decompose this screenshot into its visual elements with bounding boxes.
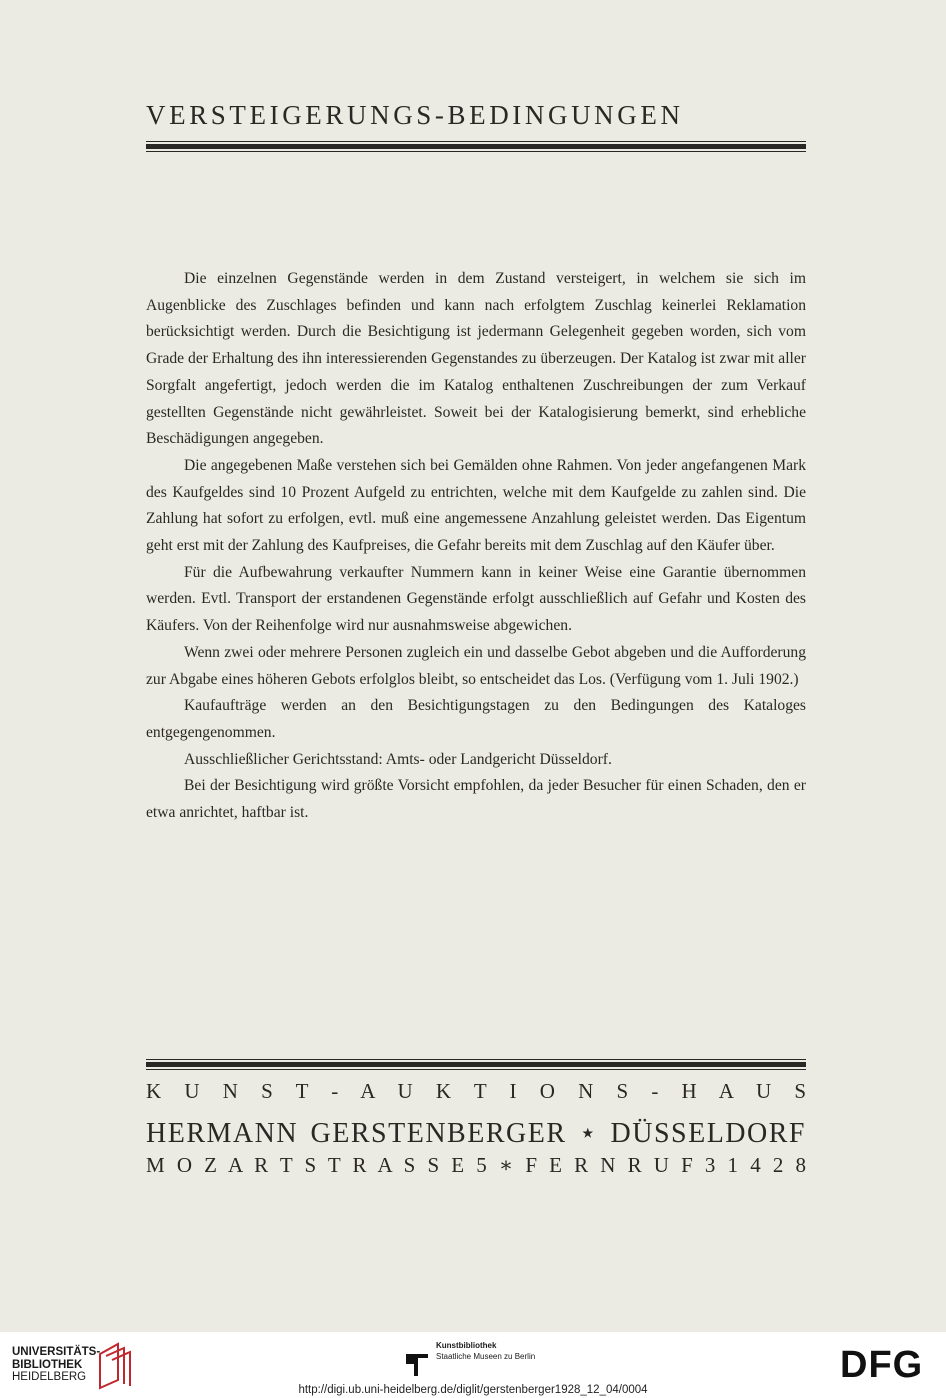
dfg-logo[interactable]: DFG: [840, 1344, 924, 1386]
auction-house-label: K U N S T - A U K T I O N S - H A U S: [146, 1079, 806, 1103]
footer-rule: [146, 1059, 806, 1072]
paragraph-3: Für die Aufbewahrung verkaufter Nummern kann in keiner Weise eine Garantie übernommen werden. Evtl. Transport der erstandenen Gegenstände erfolgt ausschließlich auf Gefahr und Kosten des Käufers. Von der Reihenfolge wird nur ausnahmsweise abgewichen.: [146, 563, 806, 635]
paragraph-2: Die angegebenen Maße verstehen sich bei Gemälden ohne Rahmen. Von jeder angefangenen Mark des Kaufgeldes sind 10 Prozent Aufgeld zu entrichten, welche mit dem Kaufgelde zu zahlen sind. Die Zahlung hat sofort zu erfolgen, evtl. muß eine angemessene Anzahlung geleistet werden. Das Eigentum geht erst mit der Zahlung des Kaufpreises, die Gefahr bereits mit dem Zuschlag auf den Käufer über.: [146, 456, 806, 555]
auction-house-address: M O Z A R T S T R A S S E 5 ∗ F E R N R U F 3 1 4 2 8: [146, 1153, 806, 1177]
paragraph-7: Bei der Besichtigung wird größte Vorsicht empfohlen, da jeder Besucher für einen Schaden, den er etwa anrichtet, haftbar ist.: [146, 777, 806, 822]
paragraph-5: Kaufaufträge werden an den Besichtigungstagen zu den Bedingungen des Kataloges entgegengenommen.: [146, 697, 806, 741]
university-library-logo[interactable]: UNIVERSITÄTS- BIBLIOTHEK HEIDELBERG: [12, 1346, 101, 1383]
title-rule: [146, 141, 806, 154]
viewer-footer-bar: [0, 1332, 946, 1398]
kunstbibliothek-logo-icon: [404, 1344, 430, 1378]
kunstbibliothek-label[interactable]: Kunstbibliothek Staatliche Museen zu Berlin: [436, 1341, 536, 1361]
ub-logo-mark-icon: [96, 1340, 134, 1390]
page-title: VERSTEIGERUNGS-BEDINGUNGEN: [146, 100, 684, 130]
paragraph-6: Ausschließlicher Gerichtsstand: Amts- oder Landgericht Düsseldorf.: [184, 750, 612, 768]
conditions-text: [146, 266, 806, 827]
auction-house-name: HERMANN GERSTENBERGER ⋆ DÜSSELDORF: [146, 1118, 806, 1149]
paragraph-4: Wenn zwei oder mehrere Personen zugleich ein und dasselbe Gebot abgeben und die Aufforderung zur Abgabe eines höheren Gebots erfolglos bleibt, so entscheidet das Los. (Verfügung vom 1. Juli 1902.): [146, 643, 806, 688]
paragraph-1: Die einzelnen Gegenstände werden in dem Zustand versteigert, in welchem sie sich im Augenblicke des Zuschlages befinden und kann nach erfolgtem Zuschlag keinerlei Reklamation berücksichtigt werden. Durch die Besichtigung ist jedermann Gelegenheit gegeben worden, sich vom Grade der Erhaltung des ihn interessierenden Gegenstandes zu überzeugen. Der Katalog ist zwar mit aller Sorgfalt angefertigt, jedoch werden die im Katalog enthaltenen Zuschreibungen der zum Verkauf gestellten Gegenstände nicht gewährleistet. Soweit bei der Katalogisierung bemerkt, sind erhebliche Beschädigungen angegeben.: [146, 270, 806, 448]
permalink-url[interactable]: http://digi.ub.uni-heidelberg.de/diglit/gerstenberger1928_12_04/0004: [298, 1384, 648, 1396]
